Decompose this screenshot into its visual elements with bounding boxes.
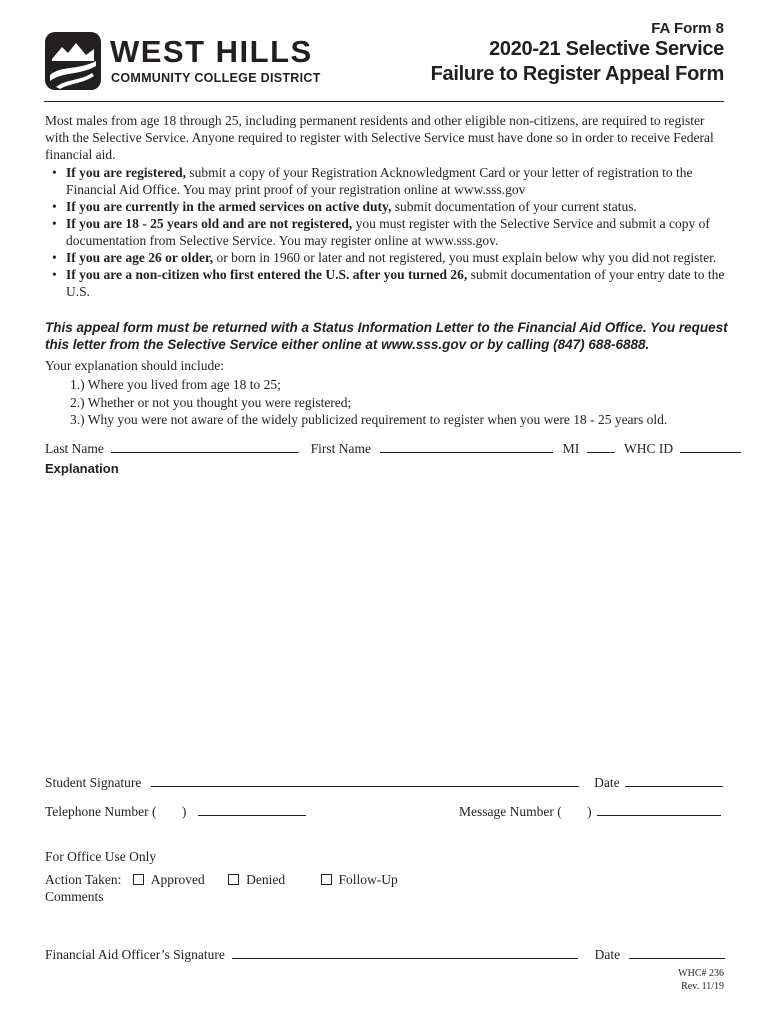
list-item (52, 164, 732, 198)
message-row (459, 803, 721, 820)
action-taken-label: Action Taken: (45, 872, 122, 887)
form-title-line1: 2020-21 Selective Service (489, 38, 724, 60)
list-item: 1.) Where you lived from age 18 to 25; (70, 377, 281, 392)
explanation-intro: Your explanation should include: (45, 358, 224, 373)
officer-signature-row (45, 946, 725, 963)
student-date-field[interactable] (625, 774, 723, 787)
footer-codes (678, 967, 724, 993)
revision-date: Rev. 11/19 (681, 981, 724, 992)
requirements-list (52, 164, 732, 300)
bullet-text: or born in 1960 or later and not registered, you must explain below why you did not register. (213, 250, 717, 265)
officer-date-label: Date (594, 947, 621, 962)
list-item (52, 266, 732, 300)
list-item (52, 215, 732, 249)
intro-paragraph: Most males from age 18 through 25, including permanent residents and other eligible non-citizens, are required to register with the Selective Service. Anyone required to register with Selective Service must have done so in order to receive Federal financial aid. (45, 113, 714, 162)
list-item: 2.) Whether or not you thought you were registered; (70, 394, 352, 410)
whc-id-field[interactable] (680, 440, 741, 453)
officer-date-field[interactable] (629, 946, 725, 959)
list-item (52, 249, 732, 266)
last-name-field[interactable] (111, 440, 299, 453)
bullet-text: submit documentation of your current status. (391, 199, 637, 214)
logo-org-subtitle: COMMUNITY COLLEGE DISTRICT (111, 71, 321, 85)
bullet-lead: If you are registered, (66, 165, 186, 180)
telephone-field[interactable] (198, 803, 306, 816)
college-logo (44, 31, 321, 93)
bullet-text: submit documentation of your entry date to the U.S. (66, 267, 725, 299)
follow-up-checkbox[interactable] (321, 874, 332, 885)
follow-up-label: Follow-Up (338, 872, 398, 887)
telephone-label: Telephone Number ( (45, 804, 157, 819)
bullet-lead: If you are 18 - 25 years old and are not registered, (66, 216, 353, 231)
explanation-heading: Explanation (45, 461, 119, 476)
approved-label: Approved (150, 872, 205, 887)
student-signature-field[interactable] (151, 774, 579, 787)
whc-id-label: WHC ID (623, 441, 674, 456)
officer-signature-field[interactable] (232, 946, 578, 959)
first-name-label: First Name (310, 441, 371, 456)
denied-checkbox[interactable] (228, 874, 239, 885)
bullet-lead: If you are currently in the armed services on active duty, (66, 199, 392, 214)
message-field[interactable] (597, 803, 721, 816)
header-divider (44, 101, 724, 102)
return-notice: This appeal form must be returned with a Status Information Letter to the Financial Aid Office. You request this letter from the Selective Service either online at www.sss.gov or by calling (847) 688-6888. (45, 320, 728, 352)
list-item: 3.) Why you were not aware of the widely publicized requirement to register when you were 18 - 25 years old. (70, 412, 668, 427)
phone-row (45, 803, 306, 820)
logo-org-name: WEST HILLS (110, 34, 313, 69)
action-taken-row (45, 872, 398, 888)
list-item (52, 198, 732, 215)
office-use-heading: For Office Use Only (45, 849, 157, 864)
student-signature-label: Student Signature (45, 775, 142, 790)
telephone-paren-close: ) (181, 804, 187, 819)
explanation-field[interactable] (45, 482, 725, 767)
mountain-road-logo-icon (44, 31, 102, 91)
student-signature-row (45, 774, 723, 791)
date-label: Date (594, 775, 620, 790)
first-name-field[interactable] (380, 440, 553, 453)
bullet-text: you must register with the Selective Service and submit a copy of documentation from Selective Service. You may register online at www.sss.gov. (66, 216, 710, 248)
form-number: WHC# 236 (678, 968, 724, 979)
bullet-lead: If you are a non-citizen who first entered the U.S. after you turned 26, (66, 267, 468, 282)
form-code: FA Form 8 (651, 20, 724, 37)
form-title-line2: Failure to Register Appeal Form (430, 63, 724, 85)
name-row (45, 440, 741, 457)
bullet-lead: If you are age 26 or older, (66, 250, 214, 265)
approved-checkbox[interactable] (133, 874, 144, 885)
denied-label: Denied (246, 872, 286, 887)
bullet-text: submit a copy of your Registration Acknowledgment Card or your letter of registration to the Financial Aid Office. You may print proof of your registration online at www.sss.gov (66, 165, 693, 197)
mi-label: MI (562, 441, 580, 456)
explanation-steps (70, 376, 667, 429)
mi-field[interactable] (587, 440, 615, 453)
comments-label: Comments (45, 889, 104, 904)
officer-signature-label: Financial Aid Officer’s Signature (45, 947, 225, 962)
message-paren-close: ) (587, 804, 592, 819)
message-label: Message Number ( (459, 804, 562, 819)
last-name-label: Last Name (45, 441, 104, 456)
